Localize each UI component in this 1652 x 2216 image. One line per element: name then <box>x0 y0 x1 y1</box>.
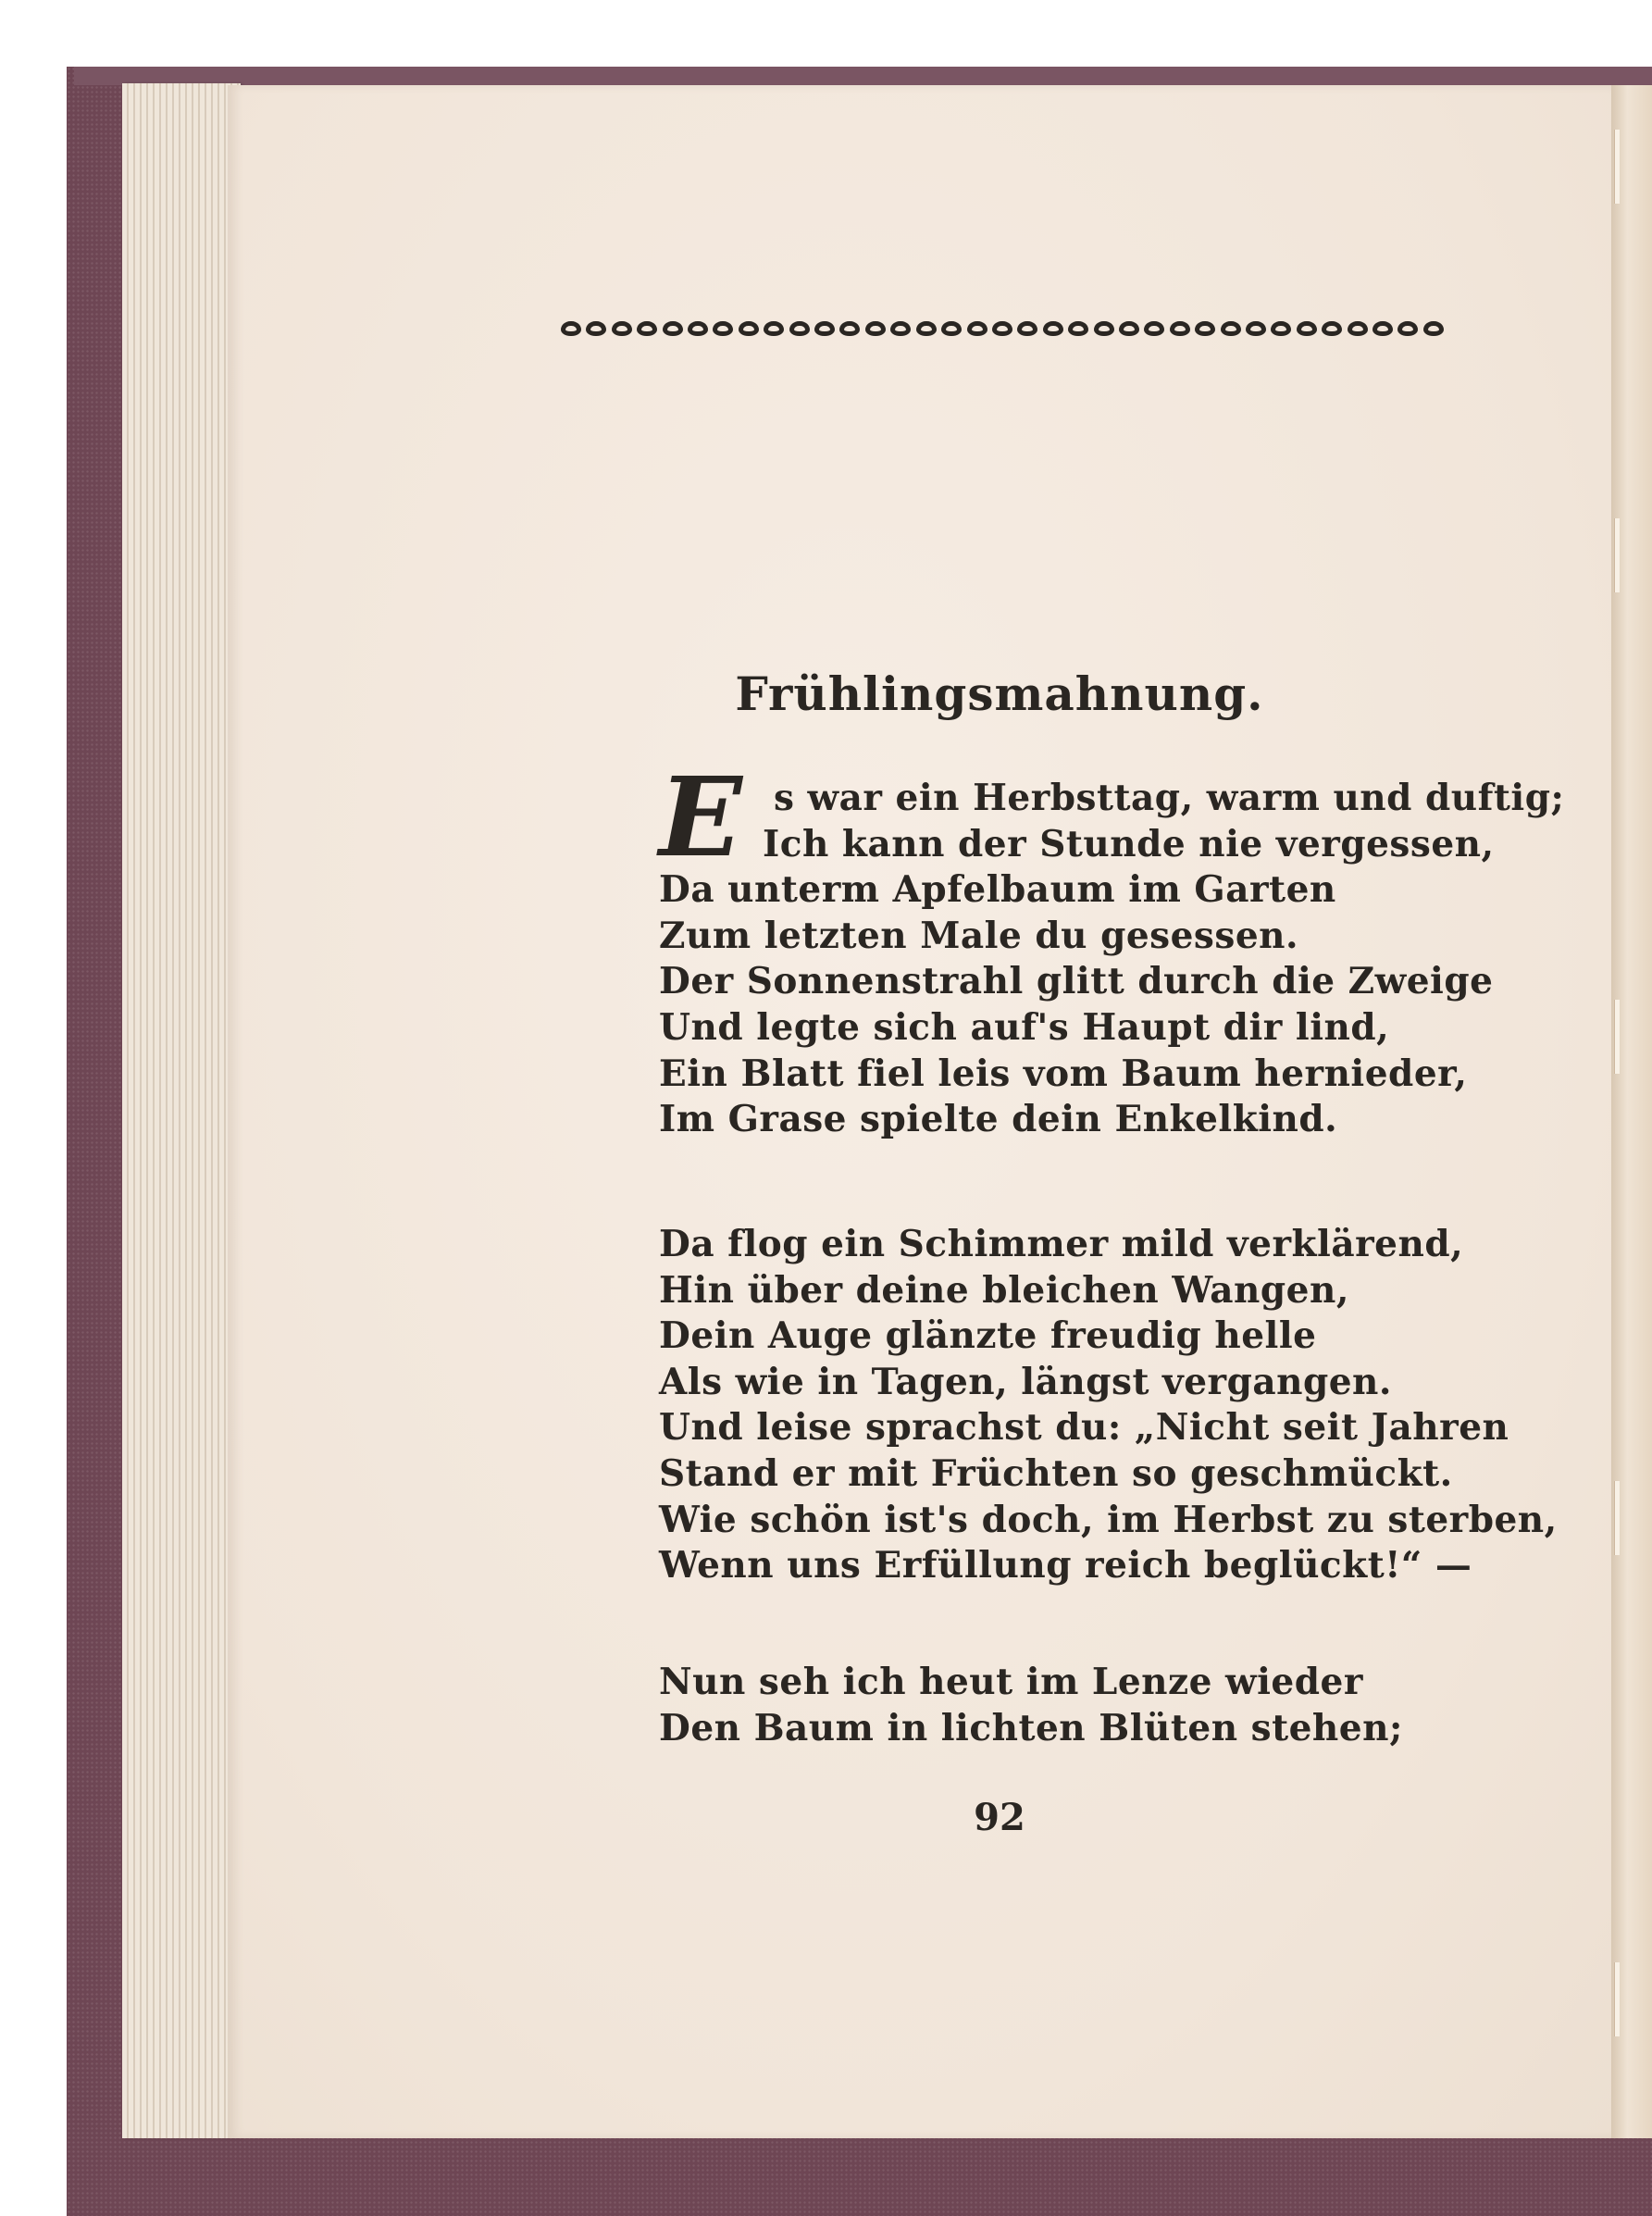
heart-ornament-icon <box>839 321 860 336</box>
heart-ornament-icon <box>1397 321 1418 336</box>
poem-line: Als wie in Tagen, längst vergangen. <box>659 1360 1392 1403</box>
poem-line: Da unterm Apfelbaum im Garten <box>659 868 1336 912</box>
heart-ornament-icon <box>637 321 657 336</box>
poem-line: Dein Auge glänzte freudig helle <box>659 1314 1317 1358</box>
heart-ornament-icon <box>992 321 1012 336</box>
heart-ornament-icon <box>1017 321 1037 336</box>
binding-thread <box>1614 130 1620 204</box>
heart-ornament-icon <box>1170 321 1190 336</box>
heart-ornament-icon <box>865 321 886 336</box>
poem-line: Ich kann der Stunde nie vergessen, <box>763 822 1495 865</box>
poem-line: Wie schön ist's doch, im Herbst zu sterben, <box>659 1498 1558 1541</box>
poem-line: Und leise sprachst du: „Nicht seit Jahren <box>659 1406 1509 1450</box>
page-edges <box>122 83 241 2138</box>
poem-line: Ein Blatt fiel leis vom Baum hernieder, <box>659 1052 1468 1095</box>
heart-ornament-icon <box>561 321 581 336</box>
heart-ornament-icon <box>916 321 937 336</box>
book-cover-edge <box>74 67 1652 85</box>
binding-thread <box>1614 1481 1620 1555</box>
poem-line: Da flog ein Schimmer mild verklärend, <box>659 1223 1464 1265</box>
heart-ornament-icon <box>1348 321 1368 336</box>
heart-ornament-icon <box>1271 321 1291 336</box>
heart-ornament-icon <box>1246 321 1266 336</box>
poem-line: Und legte sich auf's Haupt dir lind, <box>659 1005 1390 1049</box>
binding-thread <box>1614 518 1620 592</box>
poem-title: Frühlingsmahnung. <box>735 666 1264 721</box>
heart-ornament-icon <box>688 321 708 336</box>
heart-ornament-icon <box>713 321 733 336</box>
poem-line: Nun seh ich heut im Lenze wieder <box>659 1661 1363 1703</box>
heart-ornament-icon <box>1043 321 1063 336</box>
heart-ornament-icon <box>1094 321 1114 336</box>
binding-thread <box>1614 1000 1620 1074</box>
heart-ornament-icon <box>1144 321 1164 336</box>
heart-ornament-icon <box>612 321 632 336</box>
heart-ornament-icon <box>1373 321 1393 336</box>
heart-ornament-icon <box>663 321 683 336</box>
heart-ornament-icon <box>789 321 810 336</box>
heart-ornament-icon <box>586 321 606 336</box>
poem-line: Stand er mit Früchten so geschmückt. <box>659 1451 1453 1495</box>
stanza-3 <box>659 1660 1473 1751</box>
poem-line: Der Sonnenstrahl glitt durch die Zweige <box>659 960 1494 1003</box>
heart-ornament-icon <box>1221 321 1241 336</box>
heart-ornament-border <box>561 311 1444 346</box>
heart-ornament-icon <box>814 321 835 336</box>
binding-thread <box>1614 1962 1620 2036</box>
heart-ornament-icon <box>764 321 784 336</box>
heart-ornament-icon <box>1297 321 1317 336</box>
poem-line: s war ein Herbsttag, warm und duftig; <box>774 777 1565 819</box>
heart-ornament-icon <box>967 321 987 336</box>
heart-ornament-icon <box>941 321 962 336</box>
poem-line: Hin über deine bleichen Wangen, <box>659 1268 1349 1312</box>
heart-ornament-icon <box>1119 321 1139 336</box>
page-number: 92 <box>974 1796 1025 1839</box>
poem-line: Wenn uns Erfüllung reich beglückt!“ — <box>659 1544 1472 1587</box>
heart-ornament-icon <box>890 321 911 336</box>
heart-ornament-icon <box>739 321 759 336</box>
heart-ornament-icon <box>1322 321 1342 336</box>
book-gutter <box>1611 85 1652 2138</box>
heart-ornament-icon <box>1423 321 1444 336</box>
heart-ornament-icon <box>1195 321 1215 336</box>
poem-line: Zum letzten Male du gesessen. <box>659 914 1299 957</box>
stanza-1 <box>659 776 1565 1143</box>
drop-cap: E <box>659 753 742 881</box>
heart-ornament-icon <box>1068 321 1088 336</box>
poem-line: Im Grase spielte dein Enkelkind. <box>659 1098 1338 1141</box>
stanza-2 <box>659 1222 1558 1589</box>
poem-line: Den Baum in lichten Blüten stehen; <box>659 1706 1403 1749</box>
